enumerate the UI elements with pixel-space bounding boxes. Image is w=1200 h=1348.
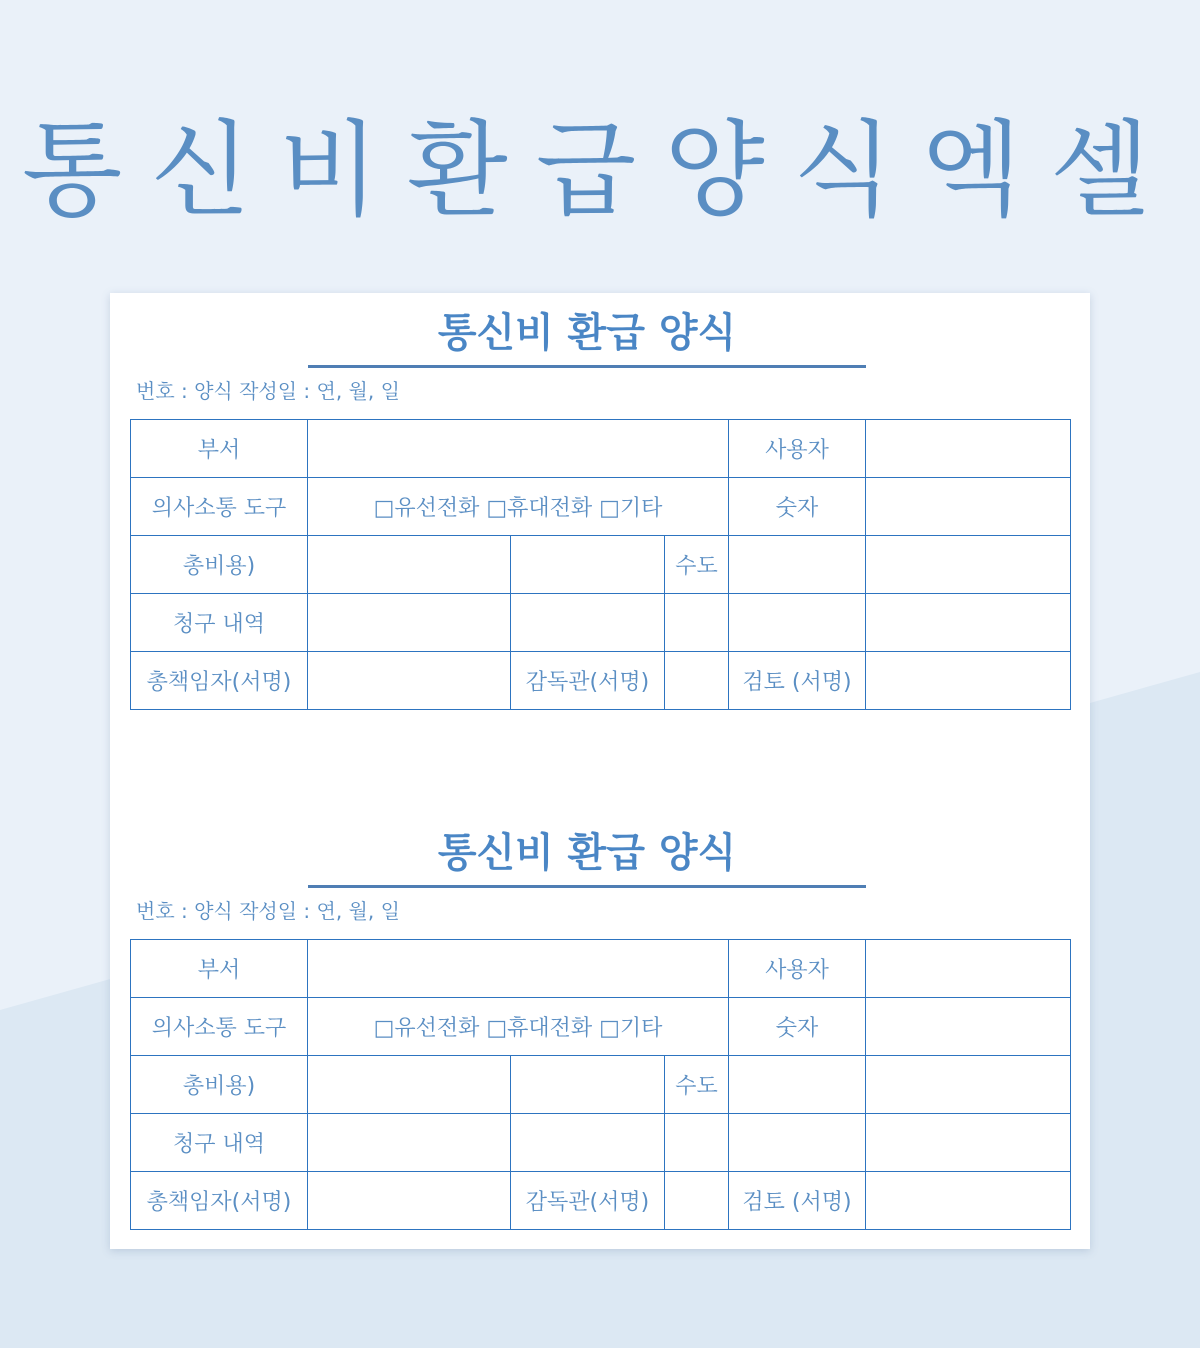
claim-details-label: 청구 내역 — [131, 1114, 308, 1172]
blank-cell[interactable] — [511, 1114, 665, 1172]
responsible-signature-label: 총책임자(서명) — [131, 652, 308, 710]
review-signature-cell[interactable] — [866, 1172, 1071, 1230]
hero-title: 통신비환급양식엑셀 — [21, 109, 1179, 231]
user-label: 사용자 — [729, 420, 866, 478]
tools-options-checkboxes[interactable]: □유선전화 □휴대전화 □기타 — [308, 478, 729, 536]
user-input-cell[interactable] — [866, 420, 1071, 478]
blank-cell[interactable] — [866, 536, 1071, 594]
table-row — [131, 420, 1071, 478]
claim-details-label: 청구 내역 — [131, 594, 308, 652]
responsible-signature-cell[interactable] — [308, 1172, 511, 1230]
table-row — [131, 594, 1071, 652]
blank-cell[interactable] — [729, 594, 866, 652]
fee-label: 수도 — [665, 536, 729, 594]
blank-cell[interactable] — [866, 594, 1071, 652]
table-row — [131, 478, 1071, 536]
review-signature-label: 검토 (서명) — [729, 652, 866, 710]
claim-input-cell[interactable] — [308, 594, 511, 652]
department-input-cell[interactable] — [308, 940, 729, 998]
count-input-cell[interactable] — [866, 998, 1071, 1056]
form-sheet — [110, 293, 1090, 1249]
table-row — [131, 940, 1071, 998]
blank-cell[interactable] — [511, 536, 665, 594]
responsible-signature-label: 총책임자(서명) — [131, 1172, 308, 1230]
count-label: 숫자 — [729, 478, 866, 536]
user-input-cell[interactable] — [866, 940, 1071, 998]
total-cost-label: 총비용) — [131, 536, 308, 594]
review-signature-label: 검토 (서명) — [729, 1172, 866, 1230]
fee-input-cell[interactable] — [729, 1056, 866, 1114]
blank-cell[interactable] — [866, 1056, 1071, 1114]
reimbursement-table — [130, 419, 1071, 710]
total-cost-input-cell[interactable] — [308, 1056, 511, 1114]
blank-cell[interactable] — [729, 1114, 866, 1172]
table-row — [131, 1056, 1071, 1114]
blank-cell[interactable] — [866, 1114, 1071, 1172]
form-meta-line: 번호 : 양식 작성일 : 연, 월, 일 — [136, 899, 400, 923]
tools-label: 의사소통 도구 — [131, 478, 308, 536]
supervisor-signature-label: 감독관(서명) — [511, 652, 665, 710]
total-cost-input-cell[interactable] — [308, 536, 511, 594]
count-label: 숫자 — [729, 998, 866, 1056]
total-cost-label: 총비용) — [131, 1056, 308, 1114]
tools-options-checkboxes[interactable]: □유선전화 □휴대전화 □기타 — [308, 998, 729, 1056]
reimbursement-table — [130, 939, 1071, 1230]
responsible-signature-cell[interactable] — [308, 652, 511, 710]
table-row — [131, 1114, 1071, 1172]
department-input-cell[interactable] — [308, 420, 729, 478]
table-row — [131, 998, 1071, 1056]
form-title: 통신비 환급 양식 — [308, 301, 866, 368]
table-row — [131, 1172, 1071, 1230]
claim-input-cell[interactable] — [308, 1114, 511, 1172]
supervisor-signature-cell[interactable] — [665, 652, 729, 710]
department-label: 부서 — [131, 420, 308, 478]
blank-cell[interactable] — [665, 594, 729, 652]
blank-cell[interactable] — [665, 1114, 729, 1172]
supervisor-signature-label: 감독관(서명) — [511, 1172, 665, 1230]
fee-label: 수도 — [665, 1056, 729, 1114]
department-label: 부서 — [131, 940, 308, 998]
review-signature-cell[interactable] — [866, 652, 1071, 710]
table-row — [131, 536, 1071, 594]
supervisor-signature-cell[interactable] — [665, 1172, 729, 1230]
table-row — [131, 652, 1071, 710]
blank-cell[interactable] — [511, 594, 665, 652]
blank-cell[interactable] — [511, 1056, 665, 1114]
form-title: 통신비 환급 양식 — [308, 821, 866, 888]
fee-input-cell[interactable] — [729, 536, 866, 594]
tools-label: 의사소통 도구 — [131, 998, 308, 1056]
user-label: 사용자 — [729, 940, 866, 998]
count-input-cell[interactable] — [866, 478, 1071, 536]
form-meta-line: 번호 : 양식 작성일 : 연, 월, 일 — [136, 379, 400, 403]
